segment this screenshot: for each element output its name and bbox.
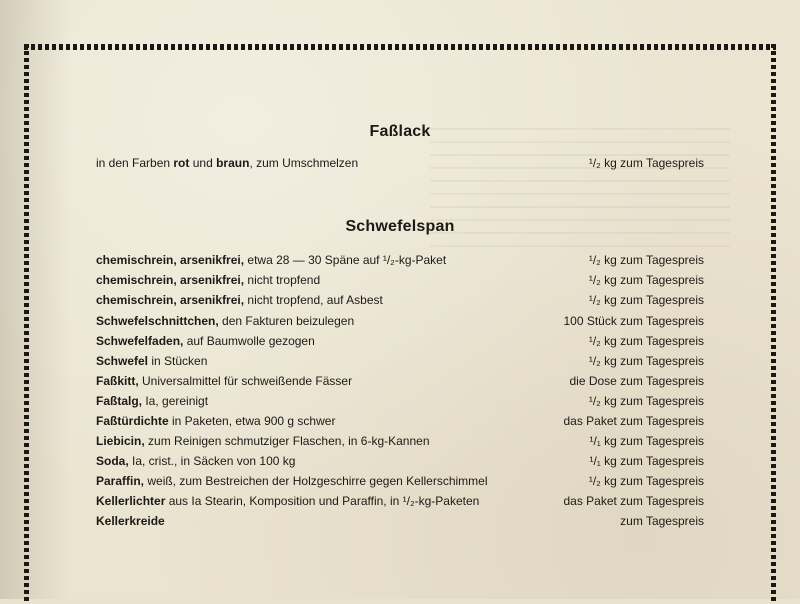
section-heading-fasslack: Faßlack: [369, 123, 431, 140]
price-list-item: [96, 491, 704, 509]
item-name: Paraffin,: [96, 474, 145, 488]
item-description: [96, 513, 165, 529]
page-fold-shadow: [0, 0, 70, 599]
item-name: Schwefel: [96, 354, 149, 368]
item-name: Faßkitt,: [96, 374, 139, 388]
dot-leader: [212, 396, 587, 406]
item-text-bold: rot: [173, 156, 190, 170]
dot-leader: [492, 476, 587, 486]
item-price: ¹/₂ kg zum Tagespreis: [588, 253, 704, 267]
item-description: [96, 333, 315, 349]
price-list-item: [96, 250, 704, 268]
item-name: chemischrein, arsenikfrei,: [96, 253, 245, 267]
price-list-item: [96, 311, 704, 329]
item-price: ¹/₂ kg zum Tagespreis: [588, 394, 704, 408]
item-detail: Universalmittel für schweißende Fässer: [138, 374, 353, 388]
dot-leader: [319, 336, 587, 346]
item-price: ¹/₂ kg zum Tagespreis: [588, 293, 704, 307]
item-price: ¹/₂ kg zum Tagespreis: [588, 156, 704, 170]
item-price: ¹/₂ kg zum Tagespreis: [588, 354, 704, 368]
price-list-item: [96, 431, 704, 449]
item-price: ¹/₁ kg zum Tagespreis: [589, 434, 704, 448]
dot-leader: [362, 158, 587, 168]
dot-leader: [450, 255, 587, 265]
item-detail: nicht tropfend, auf Asbest: [244, 293, 383, 307]
item-description: [96, 252, 446, 268]
dot-leader: [434, 436, 588, 446]
item-name: Kellerlichter: [96, 494, 166, 508]
item-name: Liebicin,: [96, 434, 145, 448]
section-heading-schwefelspan: Schwefelspan: [345, 218, 455, 235]
item-description: [96, 313, 354, 329]
item-text: , zum Umschmelzen: [249, 156, 359, 170]
dot-leader: [387, 295, 587, 305]
dot-leader: [339, 416, 561, 426]
item-price: ¹/₂ kg zum Tagespreis: [588, 474, 704, 488]
item-description: [96, 393, 208, 409]
item-price: ¹/₂ kg zum Tagespreis: [588, 334, 704, 348]
item-price: zum Tagespreis: [620, 514, 704, 528]
item-description: [96, 433, 430, 449]
item-detail: etwa 28 — 30 Späne auf ¹/₂-kg-Paket: [244, 253, 447, 267]
price-list-item: [96, 153, 704, 171]
dot-leader: [324, 275, 587, 285]
price-list-item: [96, 331, 704, 349]
dot-leader: [356, 376, 567, 386]
item-price: ¹/₁ kg zum Tagespreis: [589, 454, 704, 468]
item-detail: den Fakturen beizulegen: [218, 314, 355, 328]
item-description: [96, 413, 335, 429]
item-price: das Paket zum Tagespreis: [563, 414, 704, 428]
price-list-item: [96, 351, 704, 369]
decorative-border-top: [24, 44, 776, 50]
item-description: [96, 453, 295, 469]
item-name: Kellerkreide: [96, 514, 165, 528]
item-text: und: [189, 156, 217, 170]
item-name: Faßtürdichte: [96, 414, 169, 428]
dot-leader: [483, 496, 561, 506]
price-list-item: [96, 371, 704, 389]
item-description: [96, 493, 479, 509]
dot-leader: [299, 456, 587, 466]
item-detail: in Paketen, etwa 900 g schwer: [168, 414, 336, 428]
show-through-text: [430, 128, 730, 258]
item-description: [96, 272, 320, 288]
price-list-item: [96, 270, 704, 288]
dot-leader: [211, 356, 586, 366]
item-price: 100 Stück zum Tagespreis: [563, 314, 704, 328]
item-price: das Paket zum Tagespreis: [563, 494, 704, 508]
item-price: die Dose zum Tagespreis: [569, 374, 704, 388]
item-description: [96, 373, 352, 389]
item-detail: aus Ia Stearin, Komposition und Paraffin, in ¹/₂-kg-Paketen: [165, 494, 480, 508]
item-detail: auf Baumwolle gezogen: [183, 334, 315, 348]
item-price: ¹/₂ kg zum Tagespreis: [588, 273, 704, 287]
item-name: chemischrein, arsenikfrei,: [96, 293, 245, 307]
item-detail: weiß, zum Bestreichen der Holzgeschirre gegen Kellerschimmel: [144, 474, 488, 488]
dot-leader: [358, 316, 561, 326]
item-detail: Ia, crist., in Säcken von 100 kg: [128, 454, 296, 468]
item-text: in den Farben: [96, 156, 174, 170]
item-detail: Ia, gereinigt: [142, 394, 209, 408]
price-list-item: [96, 471, 704, 489]
price-list-item: [96, 511, 704, 529]
item-name: Soda,: [96, 454, 129, 468]
item-name: Schwefelschnittchen,: [96, 314, 219, 328]
price-list-item: [96, 411, 704, 429]
dot-leader: [169, 516, 618, 526]
price-list-item: [96, 391, 704, 409]
item-detail: in Stücken: [148, 354, 208, 368]
item-name: Faßtalg,: [96, 394, 143, 408]
item-description: [96, 292, 383, 308]
price-list-item: [96, 290, 704, 308]
item-detail: nicht tropfend: [244, 273, 321, 287]
item-description: [96, 155, 358, 171]
item-description: [96, 473, 488, 489]
price-list-item: [96, 451, 704, 469]
item-description: [96, 353, 207, 369]
item-name: Schwefelfaden,: [96, 334, 184, 348]
item-detail: zum Reinigen schmutziger Flaschen, in 6-kg-Kannen: [144, 434, 430, 448]
item-text-bold: braun: [216, 156, 250, 170]
item-name: chemischrein, arsenikfrei,: [96, 273, 245, 287]
